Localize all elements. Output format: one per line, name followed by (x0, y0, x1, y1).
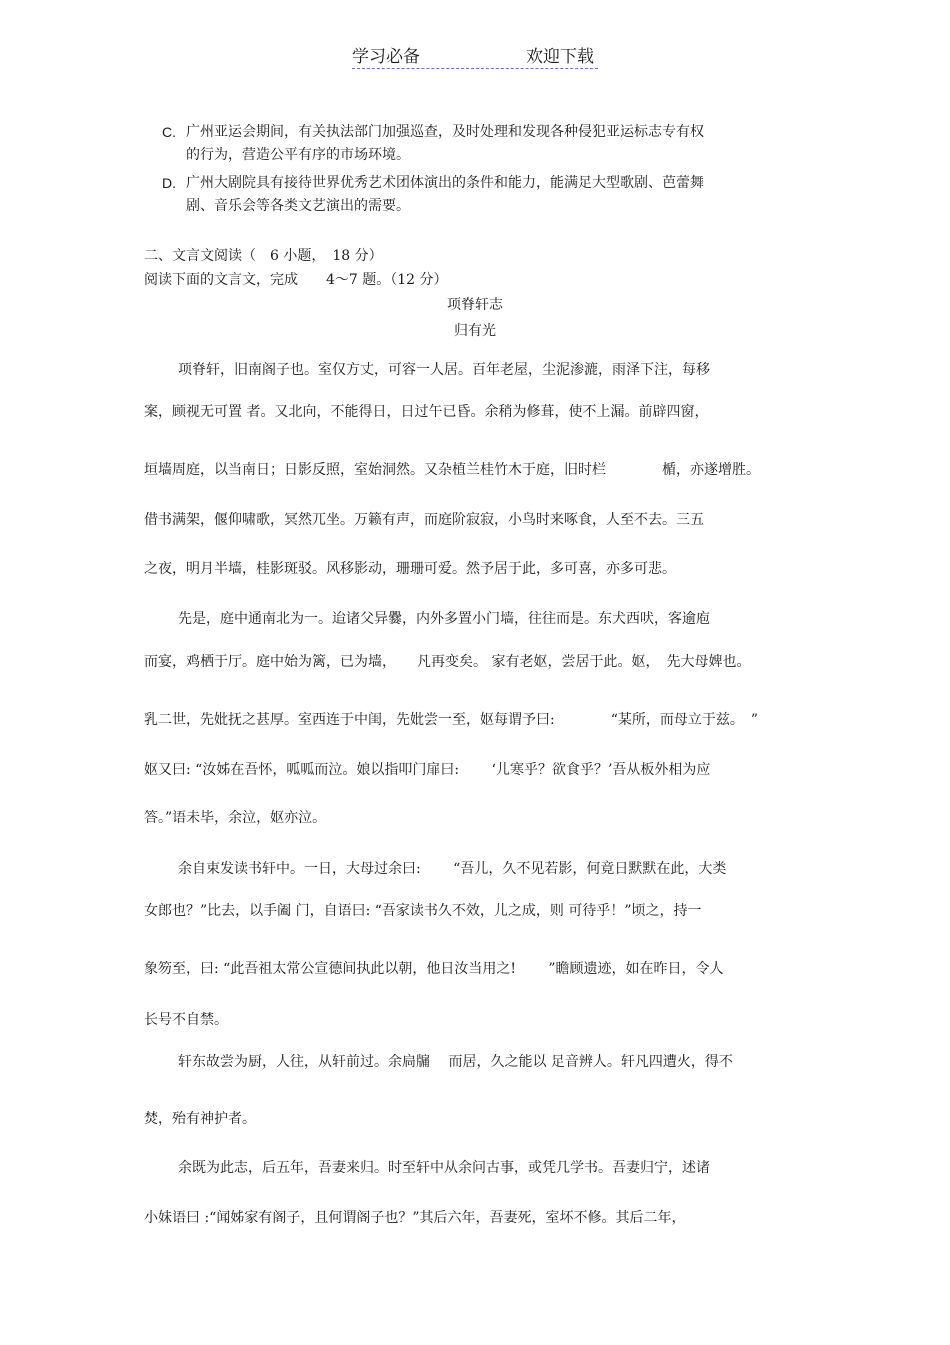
header-right-text: 欢迎下载 (526, 47, 594, 67)
passage-line: 轩东故尝为厨，人往，从轩前过。余扃牖 而居，久之能以 足音辨人。轩凡四遭火，得不 (178, 1054, 733, 1070)
passage-author: 归有光 (454, 323, 496, 339)
passage-line: 妪又曰: “汝姊在吾怀，呱呱而泣。娘以指叩门扉曰: ‘儿寒乎？欲食乎？’吾从板外相为应 (144, 762, 711, 778)
passage-line: 案，顾视无可置 者。又北向，不能得日，日过午已昏。余稍为修葺，使不上漏。前辟四窗， (144, 404, 709, 420)
passage-line: 余既为此志，后五年，吾妻来归。时至轩中从余问古事，或凭几学书。吾妻归宁，述诸 (178, 1160, 710, 1176)
passage-line: 项脊轩，旧南阁子也。室仅方丈，可容一人居。百年老屋，尘泥渗漉，雨泽下注，每移 (178, 362, 710, 378)
passage-line: 余自束发读书轩中。一日，大母过余曰: “吾儿，久不见若影，何竟日默默在此，大类 (178, 861, 727, 877)
option-d-line2: 剧、音乐会等各类文艺演出的需要。 (186, 198, 410, 214)
passage-line: 女郎也？”比去，以手阖 门，自语曰: “吾家读书久不效，儿之成，则 可待乎！”顷之，持一 (144, 903, 702, 919)
passage-line: 象笏至，曰: “此吾祖太常公宣德间执此以朝，他日汝当用之! ”瞻顾遗迹，如在昨日，令人 (144, 961, 724, 977)
passage-line: 借书满架，偃仰啸歌，冥然兀坐。万籁有声，而庭阶寂寂，小鸟时来啄食，人至不去。三五 (144, 512, 704, 528)
option-c-line1: 广州亚运会期间，有关执法部门加强巡查，及时处理和发现各种侵犯亚运标志专有权 (186, 124, 704, 140)
passage-line: 小妹语曰 :“闻姊家有阁子，且何谓阁子也？”其后六年，吾妻死，室坏不修。其后二年， (144, 1210, 686, 1226)
option-c-line2: 的行为，营造公平有序的市场环境。 (186, 147, 410, 163)
option-c-label: C. (162, 124, 176, 140)
section-heading: 二、文言文阅读（ 6 小题， 18 分） (144, 248, 383, 264)
header-left-text: 学习必备 (352, 47, 420, 67)
option-d-label: D. (162, 175, 176, 191)
passage-line: 之夜，明月半墙，桂影斑驳。风移影动，珊珊可爱。然予居于此，多可喜，亦多可悲。 (144, 561, 676, 577)
passage-line: 长号不自禁。 (144, 1012, 228, 1028)
option-d-line1: 广州大剧院具有接待世界优秀艺术团体演出的条件和能力，能满足大型歌剧、芭蕾舞 (186, 175, 704, 191)
section-instruction: 阅读下面的文言文，完成 4～7 题。（12 分） (144, 272, 448, 288)
passage-line: 先是，庭中通南北为一。迨诸父异爨，内外多置小门墙，往往而是。东犬西吠，客逾庖 (178, 611, 710, 627)
passage-line: 而宴，鸡栖于厅。庭中始为篱，已为墙， 凡再变矣。 家有老妪，尝居于此。妪， 先大母婢也。 (144, 654, 751, 670)
passage-line: 答。”语未毕，余泣，妪亦泣。 (144, 810, 327, 826)
passage-line: 乳二世，先妣抚之甚厚。室西连于中闺，先妣尝一至，妪每谓予曰: “某所，而母立于兹。 ” (144, 712, 759, 728)
page-header (352, 40, 598, 69)
passage-title: 项脊轩志 (447, 297, 503, 313)
passage-line: 焚，殆有神护者。 (144, 1111, 256, 1127)
passage-line: 垣墙周庭，以当南日；日影反照，室始洞然。又杂植兰桂竹木于庭，旧时栏 楯，亦遂增胜。 (144, 462, 760, 478)
